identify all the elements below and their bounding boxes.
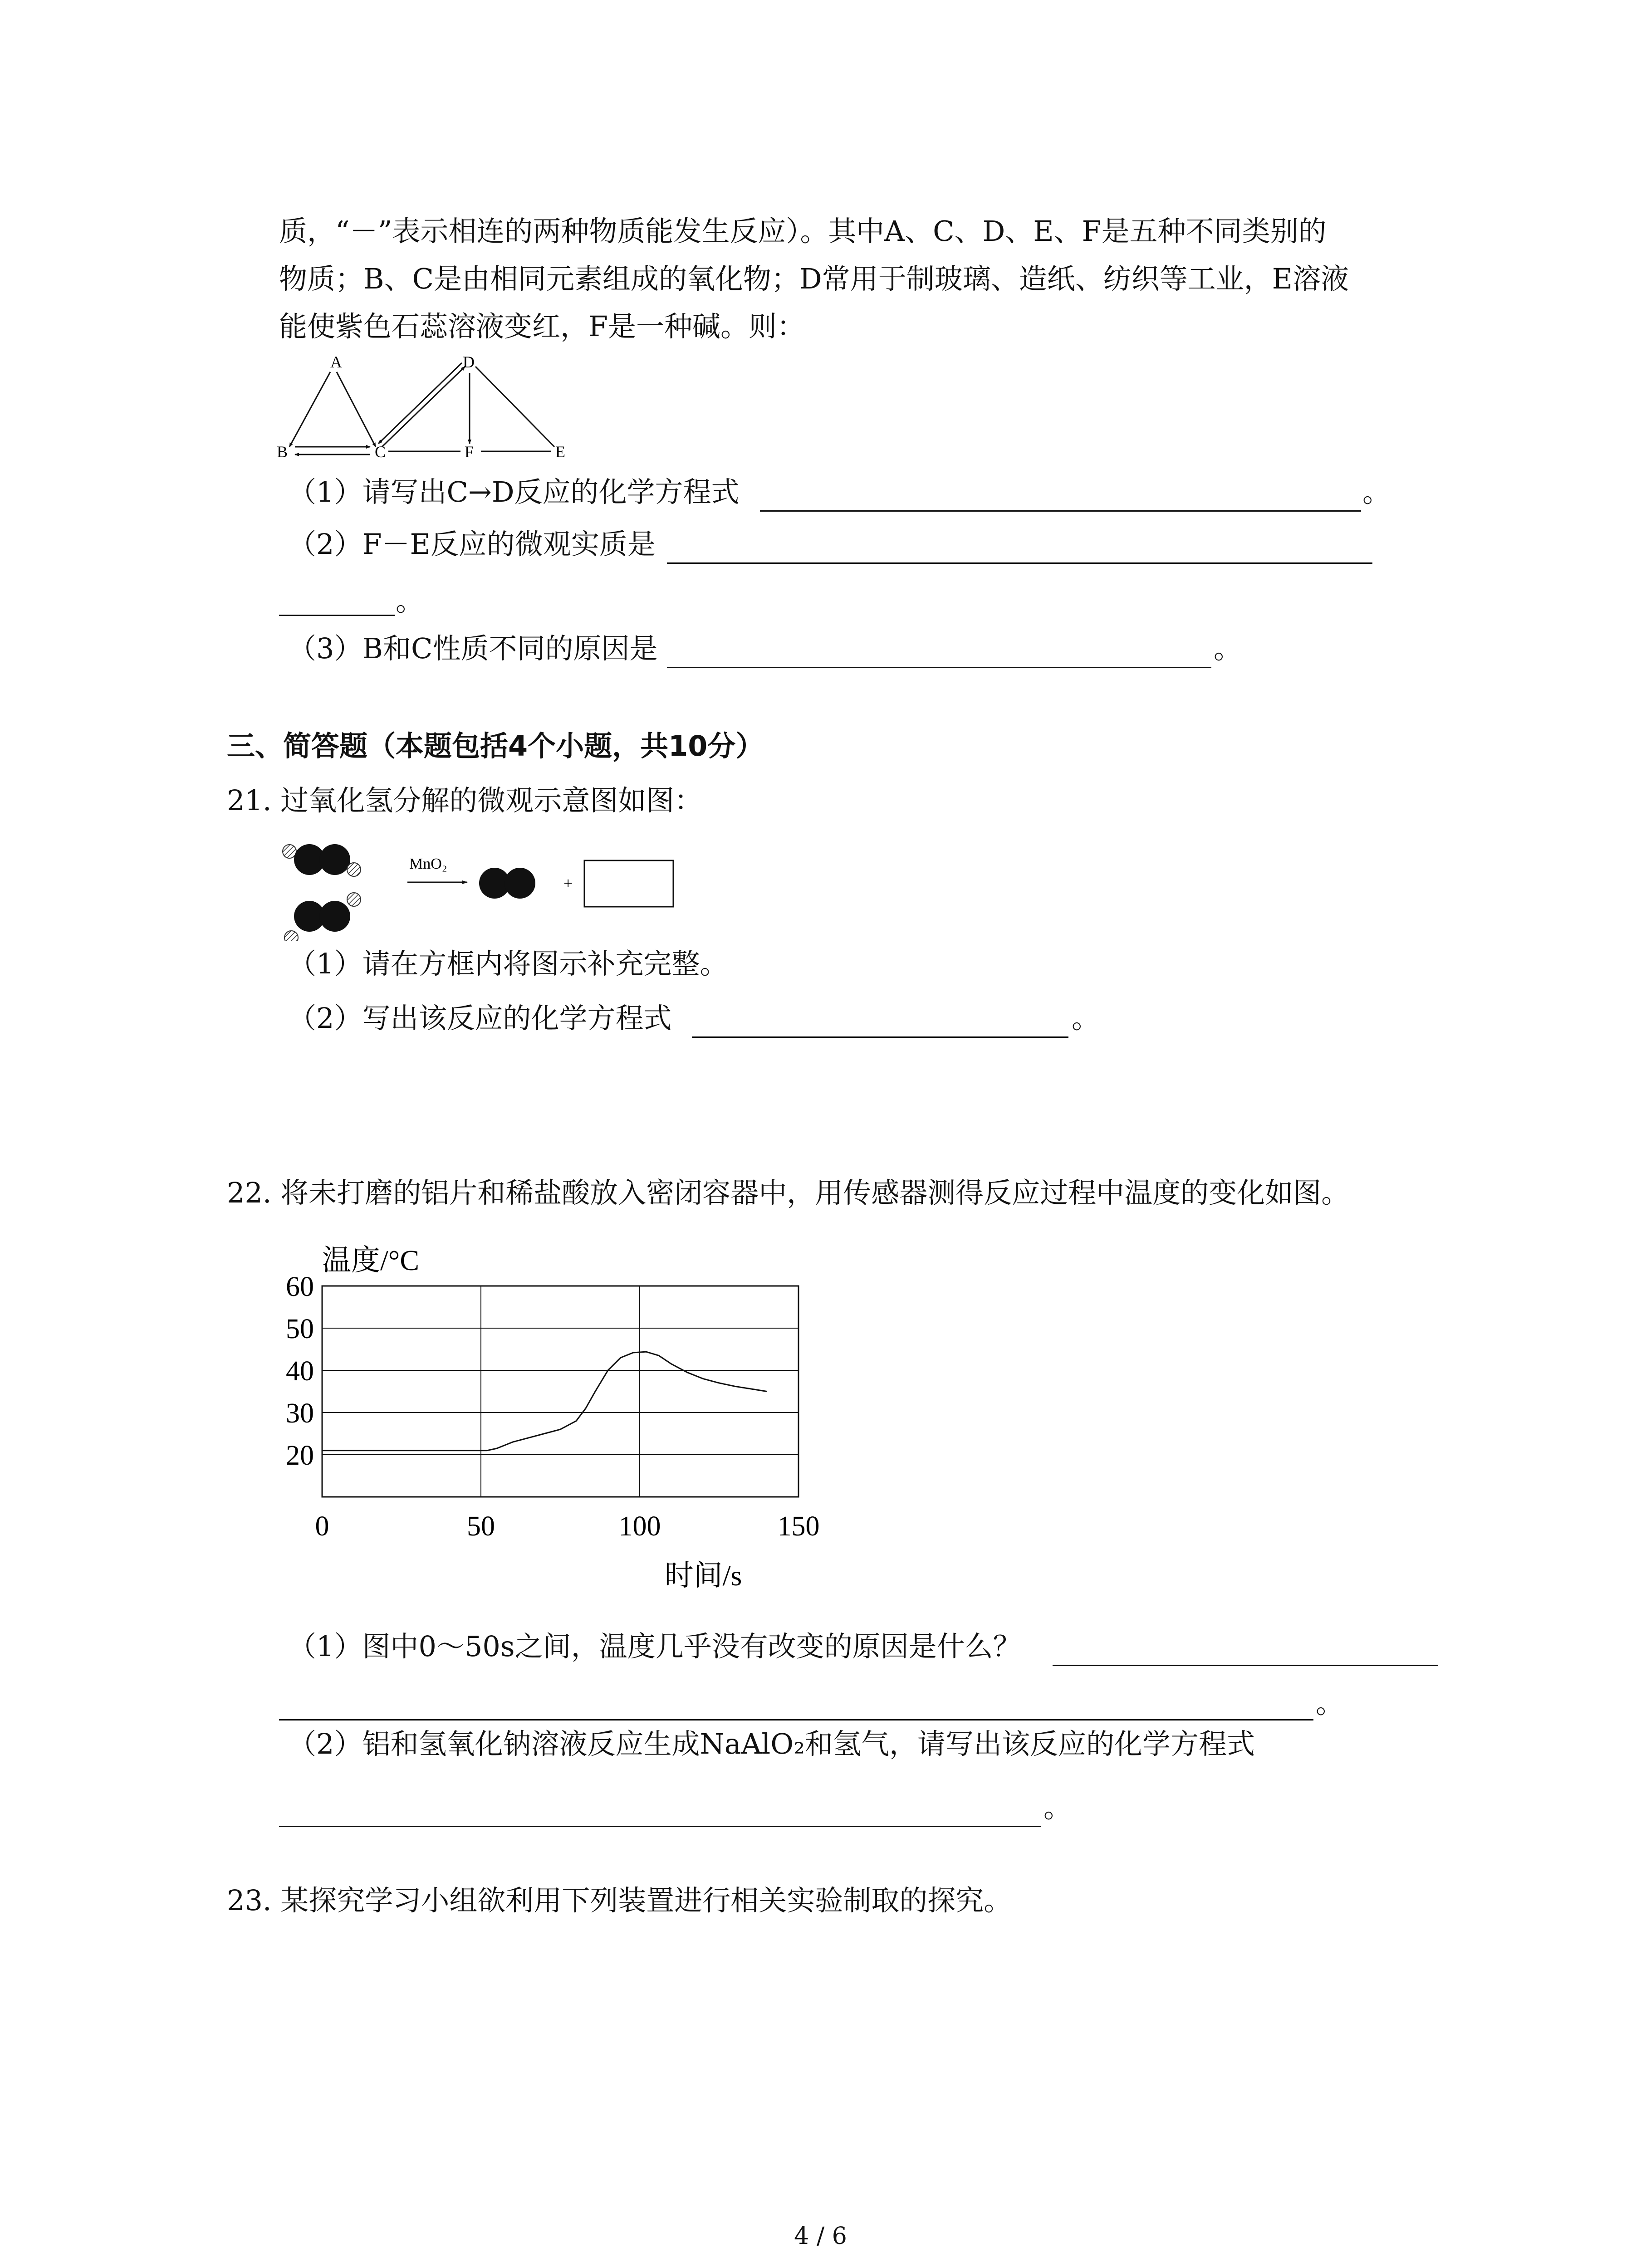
o-atom xyxy=(505,868,535,899)
h-atom xyxy=(284,931,298,941)
q20-sub3-end: 。 xyxy=(1214,632,1242,665)
y-tick-label: 50 xyxy=(286,1314,314,1344)
q20-sub1-end: 。 xyxy=(1362,475,1391,508)
page-number: 4 / 6 xyxy=(794,2223,847,2250)
q22-sub1-answer-blank-cont[interactable] xyxy=(279,1719,1313,1721)
y-tick-label: 20 xyxy=(286,1440,314,1471)
plus-sign: + xyxy=(563,874,573,892)
q21-sub2-answer-blank[interactable] xyxy=(692,1036,1068,1038)
q22-sub2-answer-blank[interactable] xyxy=(279,1826,1041,1827)
y-tick-label: 60 xyxy=(286,1271,314,1302)
node-d: D xyxy=(463,354,475,371)
x-axis-label: 时间/s xyxy=(664,1559,742,1592)
h-atom xyxy=(347,893,361,906)
node-e: E xyxy=(555,443,565,461)
q21-stem: 21. 过氧化氢分解的微观示意图如图： xyxy=(227,784,703,817)
q21-micro-diagram xyxy=(281,832,681,941)
q20-sub2: （2）F－E反应的微观实质是 xyxy=(288,528,656,561)
q22-stem: 22. 将未打磨的铝片和稀盐酸放入密闭容器中，用传感器测得反应过程中温度的变化如图。 xyxy=(227,1176,1350,1209)
plot-frame xyxy=(322,1286,798,1497)
o-atom xyxy=(319,901,350,932)
temperature-chart xyxy=(254,1234,862,1606)
y-tick-label: 30 xyxy=(286,1398,314,1429)
q22-sub1-answer-blank[interactable] xyxy=(1053,1665,1438,1666)
x-tick-label: 150 xyxy=(777,1511,820,1542)
x-tick-label: 0 xyxy=(315,1511,329,1542)
q21-sub2: （2）写出该反应的化学方程式 xyxy=(288,1002,672,1035)
q22-sub2-end: 。 xyxy=(1043,1791,1072,1824)
node-a: A xyxy=(330,354,342,371)
q20-sub2-answer-blank-cont[interactable] xyxy=(279,615,395,616)
section-3-title: 三、简答题（本题包括4个小题，共10分） xyxy=(227,729,764,763)
q22-sub1-end: 。 xyxy=(1316,1686,1344,1720)
q21-sub2-end: 。 xyxy=(1072,1002,1100,1035)
q21-sub1: （1）请在方框内将图示补充完整。 xyxy=(288,947,728,980)
q20-sub2-end: 。 xyxy=(396,584,424,617)
y-axis-label: 温度/°C xyxy=(322,1244,420,1276)
q22-sub2: （2）铝和氢氧化钠溶液反应生成NaAlO₂和氢气，请写出该反应的化学方程式 xyxy=(288,1727,1255,1760)
h-atom xyxy=(347,863,361,876)
h-atom xyxy=(283,845,296,858)
node-f: F xyxy=(465,443,474,461)
q20-sub2-answer-blank[interactable] xyxy=(667,562,1372,564)
node-b: B xyxy=(277,443,288,461)
o-atom xyxy=(319,844,350,875)
answer-box[interactable] xyxy=(584,860,673,907)
q20-intro-line1: 质，“－”表示相连的两种物质能发生反应）。其中A、C、D、E、F是五种不同类别的 xyxy=(279,215,1327,248)
y-tick-label: 40 xyxy=(286,1356,314,1387)
q20-sub1-answer-blank[interactable] xyxy=(760,510,1361,512)
node-c: C xyxy=(375,443,386,461)
q23-stem: 23. 某探究学习小组欲利用下列装置进行相关实验制取的探究。 xyxy=(227,1884,1012,1917)
catalyst-label: MnO₂ xyxy=(409,855,447,872)
q20-intro-line2: 物质；B、C是由相同元素组成的氧化物；D常用于制玻璃、造纸、纺织等工业，E溶液 xyxy=(279,262,1349,295)
q20-sub3: （3）B和C性质不同的原因是 xyxy=(288,632,658,665)
x-tick-label: 50 xyxy=(467,1511,495,1542)
x-tick-label: 100 xyxy=(618,1511,661,1542)
temperature-curve xyxy=(322,1352,767,1451)
q20-sub3-answer-blank[interactable] xyxy=(667,667,1211,668)
q20-relation-diagram xyxy=(277,354,585,472)
q20-sub1: （1）请写出C→D反应的化学方程式 xyxy=(288,475,740,508)
q20-intro-line3: 能使紫色石蕊溶液变红，F是一种碱。则： xyxy=(279,310,805,343)
q22-sub1: （1）图中0～50s之间，温度几乎没有改变的原因是什么？ xyxy=(288,1630,1021,1663)
